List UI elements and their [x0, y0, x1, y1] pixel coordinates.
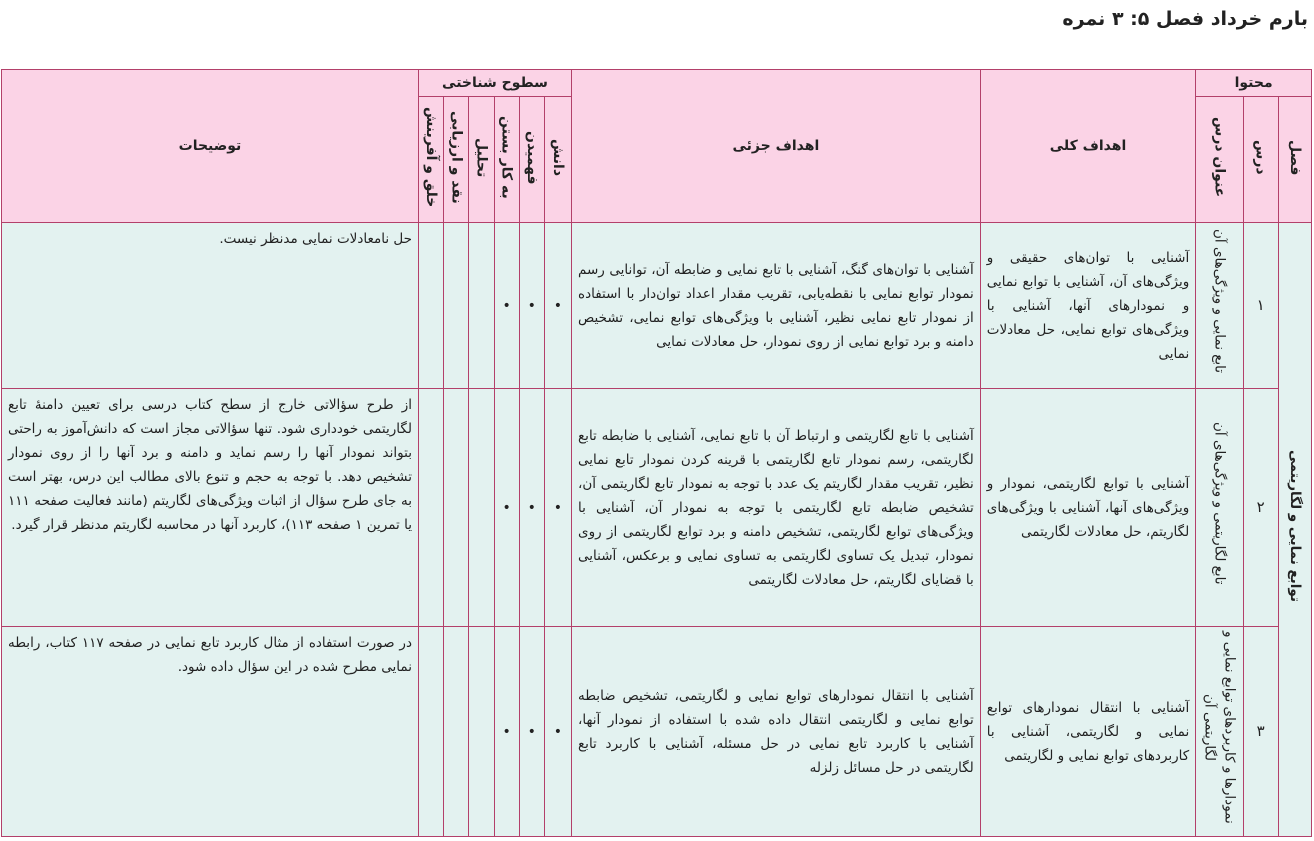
- level-analysis-header: تحلیل: [473, 137, 490, 178]
- detailed-goals-header: اهداف جزئی: [572, 70, 981, 223]
- notes-text: در صورت استفاده از مثال کاربرد تابع نمایی در صفحه ۱۱۷ کتاب، رابطه نمایی مطرح شده در این سؤال داده شود.: [8, 635, 412, 675]
- general-goals: آشنایی با توان‌های حقیقی و ویژگی‌های آن، آشنایی با توابع نمایی و نمودارهای آنها، آشنایی با ویژگی‌های توابع نمایی، حل معادلات نمایی: [986, 249, 1190, 362]
- notes-text: از طرح سؤالاتی خارج از سطح کتاب درسی برای تعیین دامنهٔ تابع لگاریتمی خودداری شود. تنها سؤالاتی مجاز است که دانش‌آموز به راحتی بتواند نمودار آنها را رسم نماید و دامنه و برد آنها را از روی نمودار تشخیص دهد. با توجه به حجم و تنوع بالای مطالب این درس، بهتر است به جای طرح سؤال از اثبات ویژگی‌های لگاریتم (مانند فعالیت صفحه ۱۱۱ یا تمرین ۱ صفحه ۱۱۳)، کاربرد آنها در محاسبه لگاریتم مدنظر قرار گیرد.: [8, 397, 412, 533]
- level-understanding-header: فهمیدن: [523, 130, 540, 185]
- syllabus-table: [1, 69, 1312, 837]
- level-mark: •: [527, 723, 536, 740]
- level-mark: •: [553, 723, 563, 740]
- level-knowledge-header: دانش: [549, 138, 566, 177]
- page-title: بارم خرداد فصل ۵: ۳ نمره: [1062, 8, 1308, 30]
- lesson-title: تابع نمایی و ویژگی‌های آن: [1211, 229, 1228, 374]
- level-evaluation-header: نقد و ارزیابی: [448, 111, 465, 204]
- general-goals: آشنایی با انتقال نمودارهای توابع نمایی و لگاریتمی، آشنایی با کاربردهای توابع نمایی و لگاریتمی: [986, 699, 1190, 764]
- detailed-goals: آشنایی با توان‌های گنگ، آشنایی با تابع نمایی و ضابطه آن، توانایی رسم نمودار توابع نمایی با نقطه‌یابی، تقریب مقدار اعداد توان‌دار با استفاده از نمودار تابع نمایی نظیر، آشنایی با ویژگی‌های توابع نمایی، تشخیص دامنه و برد توابع نمایی از روی نمودار، حل معادلات نمایی: [578, 261, 974, 350]
- notes-header: توضیحات: [2, 70, 419, 223]
- level-mark: •: [502, 297, 511, 314]
- lesson-header: درس: [1252, 140, 1269, 175]
- level-mark: •: [527, 499, 536, 516]
- table-row: [2, 223, 1312, 389]
- table-row: [2, 627, 1312, 837]
- cognitive-levels-header: سطوح شناختی: [418, 70, 571, 97]
- notes-text: حل نامعادلات نمایی مدنظر نیست.: [219, 231, 412, 247]
- lesson-title: نمودارها و کاربردهای توابع نمایی و لگاریتمی آن: [1201, 631, 1238, 824]
- level-mark: •: [527, 297, 536, 314]
- lesson-number: ۱: [1256, 296, 1265, 314]
- lesson-number: ۲: [1256, 498, 1265, 516]
- level-mark: •: [502, 499, 511, 516]
- lesson-number: ۳: [1256, 722, 1265, 740]
- detailed-goals: آشنایی با انتقال نمودارهای توابع نمایی و لگاریتمی، تشخیص ضابطه توابع نمایی و لگاریتمی انتقال داده شده با استفاده از نمودار آنها، آشنایی با کاربرد تابع نمایی در حل مسئله، آشنایی با کاربرد تابع لگاریتمی در حل مسائل زلزله: [578, 687, 974, 776]
- lesson-title-header: عنوان درس: [1211, 117, 1228, 198]
- general-goals: آشنایی با توابع لگاریتمی، نمودار و ویژگی‌های آنها، آشنایی با ویژگی‌های لگاریتم، حل معادلات لگاریتمی: [986, 475, 1190, 540]
- level-applying-header: به کار بستن: [498, 116, 515, 199]
- table-row: [2, 389, 1312, 627]
- detailed-goals: آشنایی با تابع لگاریتمی و ارتباط آن با تابع نمایی، آشنایی با ضابطه تابع لگاریتمی، رسم نمودار تابع لگاریتمی با قرینه کردن نمودار تابع نمایی نظیر، تقریب مقدار لگاریتم یک عدد با توجه به نمودار تابع لگاریتمی آن، تشخیص ضابطه تابع لگاریتمی با توجه به نمودار آن، آشنایی با ویژگی‌های توابع لگاریتمی، تشخیص دامنه و برد توابع لگاریتمی از روی نمودار، تبدیل یک تساوی لگاریتمی به تساوی نمایی و برعکس، آشنایی با قضایای لگاریتم، حل معادلات لگاریتمی: [578, 427, 974, 588]
- lesson-title: تابع لگاریتمی و ویژگی‌های آن: [1211, 422, 1228, 585]
- chapter-name: توابع نمایی و لگاریتمی: [1286, 449, 1303, 602]
- level-mark: •: [502, 723, 511, 740]
- general-goals-header: اهداف کلی: [980, 70, 1195, 223]
- level-creation-header: خلق و آفرینش: [423, 107, 440, 208]
- level-mark: •: [553, 499, 563, 516]
- chapter-cell: [1278, 223, 1311, 837]
- level-mark: •: [553, 297, 563, 314]
- content-header: محتوا: [1196, 70, 1312, 97]
- chapter-header: فصل: [1286, 139, 1303, 176]
